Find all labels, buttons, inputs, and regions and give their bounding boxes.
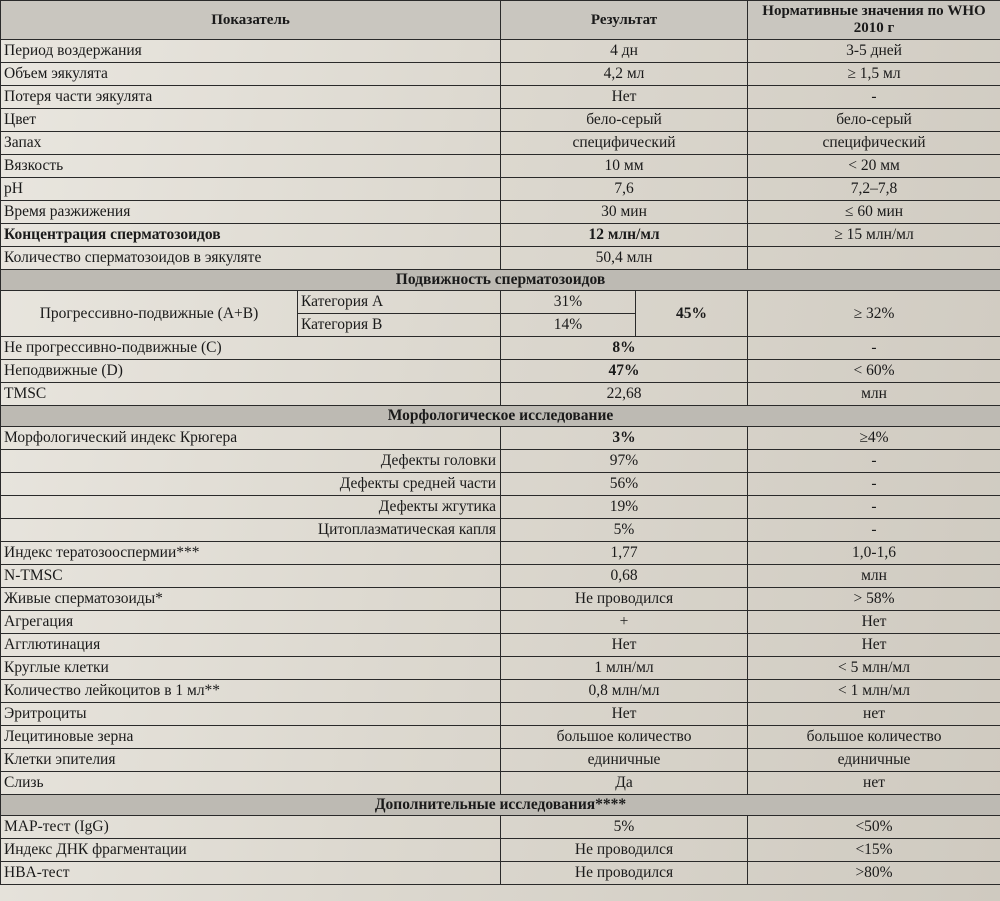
table-row (1, 749, 1000, 772)
row-norm: < 1 млн/мл (748, 680, 1000, 703)
row-name: Запах (1, 132, 501, 155)
table-row (1, 772, 1000, 795)
row-name: Потеря части эякулята (1, 86, 501, 109)
category-b-label: Категория В (298, 314, 501, 337)
row-norm (748, 247, 1000, 270)
row-name: Концентрация сперматозоидов (1, 224, 501, 247)
category-a-label: Категория А (298, 291, 501, 314)
row-result: + (501, 611, 748, 634)
row-norm: млн (748, 565, 1000, 588)
row-norm: большое количество (748, 726, 1000, 749)
row-norm: ≥ 1,5 мл (748, 63, 1000, 86)
category-b-value: 14% (501, 314, 636, 337)
row-result: 1 млн/мл (501, 657, 748, 680)
table-row (1, 542, 1000, 565)
row-result: 56% (501, 473, 748, 496)
table-row (1, 496, 1000, 519)
row-result: Да (501, 772, 748, 795)
table-row (1, 588, 1000, 611)
row-result: бело-серый (501, 109, 748, 132)
row-name: Дефекты головки (1, 450, 501, 473)
row-name: Вязкость (1, 155, 501, 178)
row-name: Дефекты жгутика (1, 496, 501, 519)
row-name: TMSC (1, 383, 501, 406)
table-row (1, 86, 1000, 109)
row-name: Дефекты средней части (1, 473, 501, 496)
table-row (1, 657, 1000, 680)
table-row (1, 63, 1000, 86)
row-name: Время разжижения (1, 201, 501, 224)
row-result: Нет (501, 86, 748, 109)
row-norm: < 60% (748, 360, 1000, 383)
header-norm: Нормативные значения по WHO 2010 г (748, 1, 1000, 40)
row-name: Не прогрессивно-подвижные (С) (1, 337, 501, 360)
motility-title: Подвижность сперматозоидов (1, 270, 1000, 291)
row-norm: - (748, 496, 1000, 519)
row-norm: ≥ 15 млн/мл (748, 224, 1000, 247)
table-row (1, 816, 1000, 839)
kruger-row (1, 427, 1000, 450)
table-row (1, 337, 1000, 360)
row-result: Не проводился (501, 862, 748, 885)
motility-rows (1, 337, 1000, 406)
row-name: Период воздержания (1, 40, 501, 63)
table-row (1, 519, 1000, 542)
motility-section-title (1, 270, 1000, 291)
row-result: Не проводился (501, 839, 748, 862)
row-name: N-TMSC (1, 565, 501, 588)
table-row (1, 109, 1000, 132)
row-name: Слизь (1, 772, 501, 795)
table-row (1, 703, 1000, 726)
morphology-section-title (1, 406, 1000, 427)
row-result: большое количество (501, 726, 748, 749)
table-row (1, 634, 1000, 657)
table-row (1, 132, 1000, 155)
row-result: 7,6 (501, 178, 748, 201)
table-header-row (1, 1, 1000, 40)
row-name: Индекс ДНК фрагментации (1, 839, 501, 862)
row-name: Круглые клетки (1, 657, 501, 680)
row-result: Нет (501, 634, 748, 657)
kruger-result: 3% (501, 427, 748, 450)
row-norm: - (748, 519, 1000, 542)
table-row (1, 611, 1000, 634)
table-row (1, 224, 1000, 247)
row-result: 0,8 млн/мл (501, 680, 748, 703)
row-norm: ≤ 60 мин (748, 201, 1000, 224)
row-norm: <50% (748, 816, 1000, 839)
table-row (1, 450, 1000, 473)
row-norm: < 20 мм (748, 155, 1000, 178)
additional-rows (1, 816, 1000, 885)
row-result: Нет (501, 703, 748, 726)
row-name: MAP-тест (IgG) (1, 816, 501, 839)
row-norm: - (748, 450, 1000, 473)
row-norm: единичные (748, 749, 1000, 772)
row-norm: >80% (748, 862, 1000, 885)
row-name: pH (1, 178, 501, 201)
row-result: 10 мм (501, 155, 748, 178)
row-name: HBA-тест (1, 862, 501, 885)
row-name: Неподвижные (D) (1, 360, 501, 383)
row-name: Объем эякулята (1, 63, 501, 86)
row-norm: < 5 млн/мл (748, 657, 1000, 680)
additional-section-title (1, 795, 1000, 816)
row-norm: <15% (748, 839, 1000, 862)
row-name: Количество лейкоцитов в 1 мл** (1, 680, 501, 703)
row-result: 22,68 (501, 383, 748, 406)
row-norm: специфический (748, 132, 1000, 155)
row-result: специфический (501, 132, 748, 155)
table-row (1, 201, 1000, 224)
table-row (1, 178, 1000, 201)
row-result: 5% (501, 519, 748, 542)
row-norm: 3-5 дней (748, 40, 1000, 63)
table-row (1, 862, 1000, 885)
progressive-row-a (1, 291, 1000, 314)
row-result: 50,4 млн (501, 247, 748, 270)
row-result: 1,77 (501, 542, 748, 565)
table-row (1, 680, 1000, 703)
table-row (1, 247, 1000, 270)
row-name: Цитоплазматическая капля (1, 519, 501, 542)
table-row (1, 726, 1000, 749)
defects-rows (1, 450, 1000, 542)
kruger-name: Морфологический индекс Крюгера (1, 427, 501, 450)
table-row (1, 473, 1000, 496)
row-name: Агглютинация (1, 634, 501, 657)
row-norm: млн (748, 383, 1000, 406)
row-name: Лецитиновые зерна (1, 726, 501, 749)
row-result: 30 мин (501, 201, 748, 224)
additional-title: Дополнительные исследования**** (1, 795, 1000, 816)
row-norm: 7,2–7,8 (748, 178, 1000, 201)
row-result: 47% (501, 360, 748, 383)
row-name: Живые сперматозоиды* (1, 588, 501, 611)
row-name: Эритроциты (1, 703, 501, 726)
row-result: 19% (501, 496, 748, 519)
progressive-total: 45% (636, 291, 748, 337)
row-norm: > 58% (748, 588, 1000, 611)
row-norm: - (748, 473, 1000, 496)
kruger-norm: ≥4% (748, 427, 1000, 450)
row-norm: - (748, 337, 1000, 360)
table-row (1, 40, 1000, 63)
morphology-title: Морфологическое исследование (1, 406, 1000, 427)
row-name: Цвет (1, 109, 501, 132)
row-norm: 1,0-1,6 (748, 542, 1000, 565)
table-row (1, 839, 1000, 862)
row-name: Агрегация (1, 611, 501, 634)
row-name: Клетки эпителия (1, 749, 501, 772)
row-result: 97% (501, 450, 748, 473)
row-name: Количество сперматозоидов в эякуляте (1, 247, 501, 270)
header-indicator: Показатель (1, 1, 501, 40)
category-a-value: 31% (501, 291, 636, 314)
progressive-label: Прогрессивно-подвижные (A+B) (1, 291, 298, 337)
table-row (1, 360, 1000, 383)
row-result: 4 дн (501, 40, 748, 63)
row-result: 12 млн/мл (501, 224, 748, 247)
row-result: 4,2 мл (501, 63, 748, 86)
basic-section (1, 40, 1000, 270)
header-result: Результат (501, 1, 748, 40)
table-row (1, 155, 1000, 178)
morphology-rows (1, 542, 1000, 795)
row-norm: - (748, 86, 1000, 109)
row-norm: нет (748, 772, 1000, 795)
row-norm: Нет (748, 634, 1000, 657)
row-result: 8% (501, 337, 748, 360)
row-result: единичные (501, 749, 748, 772)
row-result: 5% (501, 816, 748, 839)
table-row (1, 565, 1000, 588)
row-result: Не проводился (501, 588, 748, 611)
row-result: 0,68 (501, 565, 748, 588)
table-row (1, 383, 1000, 406)
row-norm: нет (748, 703, 1000, 726)
progressive-norm: ≥ 32% (748, 291, 1000, 337)
row-name: Индекс тератозооспермии*** (1, 542, 501, 565)
row-norm: Нет (748, 611, 1000, 634)
row-norm: бело-серый (748, 109, 1000, 132)
